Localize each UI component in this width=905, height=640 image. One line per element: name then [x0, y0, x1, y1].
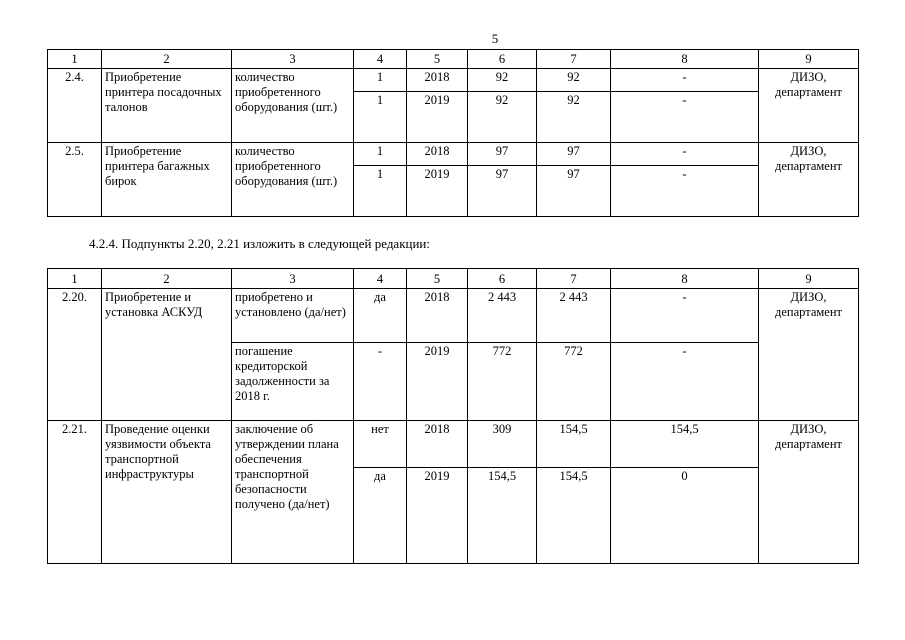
- item-responsible: ДИЗО, департамент: [759, 143, 859, 217]
- cell-col6: 97: [468, 143, 537, 166]
- cell-col6: 154,5: [468, 468, 537, 564]
- col-header: 3: [232, 50, 354, 69]
- cell-col8: -: [611, 69, 759, 92]
- col-header: 9: [759, 269, 859, 289]
- cell-year: 2019: [407, 92, 468, 143]
- cell-col4: да: [354, 289, 407, 343]
- cell-year: 2018: [407, 69, 468, 92]
- col-header: 7: [537, 269, 611, 289]
- item-indicator: заключение об утверждении плана обеспечения транспортной безопасности получено (да/нет): [232, 421, 354, 564]
- cell-col8: 154,5: [611, 421, 759, 468]
- item-number: 2.21.: [48, 421, 102, 564]
- cell-year: 2018: [407, 289, 468, 343]
- col-header: 4: [354, 50, 407, 69]
- cell-col4: 1: [354, 92, 407, 143]
- item-name: Приобретение принтера багажных бирок: [102, 143, 232, 217]
- cell-col6: 92: [468, 69, 537, 92]
- item-indicator: количество приобретенного оборудования (шт.): [232, 143, 354, 217]
- cell-col8: -: [611, 343, 759, 421]
- cell-col6: 309: [468, 421, 537, 468]
- item-name: Проведение оценки уязвимости объекта транспортной инфраструктуры: [102, 421, 232, 564]
- cell-col4: нет: [354, 421, 407, 468]
- cell-col7: 154,5: [537, 421, 611, 468]
- col-header: 3: [232, 269, 354, 289]
- cell-col6: 772: [468, 343, 537, 421]
- col-header: 9: [759, 50, 859, 69]
- cell-year: 2019: [407, 343, 468, 421]
- cell-col7: 92: [537, 69, 611, 92]
- cell-col7: 92: [537, 92, 611, 143]
- item-name: Приобретение принтера посадочных талонов: [102, 69, 232, 143]
- col-header: 7: [537, 50, 611, 69]
- item-indicator: количество приобретенного оборудования (шт.): [232, 69, 354, 143]
- item-responsible: ДИЗО, департамент: [759, 289, 859, 421]
- cell-col8: -: [611, 289, 759, 343]
- cell-col4: да: [354, 468, 407, 564]
- page-number: 5: [491, 31, 499, 46]
- col-header: 2: [102, 269, 232, 289]
- cell-col7: 2 443: [537, 289, 611, 343]
- cell-col4: -: [354, 343, 407, 421]
- item-responsible: ДИЗО, департамент: [759, 421, 859, 564]
- cell-col4: 1: [354, 69, 407, 92]
- table-header-row: [48, 269, 859, 289]
- col-header: 1: [48, 50, 102, 69]
- col-header: 1: [48, 269, 102, 289]
- item-number: 2.4.: [48, 69, 102, 143]
- col-header: 5: [407, 50, 468, 69]
- item-number: 2.20.: [48, 289, 102, 421]
- item-name: Приобретение и установка АСКУД: [102, 289, 232, 421]
- table-items-2-20-2-21: [47, 268, 859, 564]
- cell-col6: 97: [468, 166, 537, 217]
- cell-col8: -: [611, 143, 759, 166]
- col-header: 4: [354, 269, 407, 289]
- cell-col4: 1: [354, 143, 407, 166]
- paragraph-amendment: 4.2.4. Подпункты 2.20, 2.21 изложить в следующей редакции:: [89, 236, 430, 251]
- cell-year: 2019: [407, 468, 468, 564]
- table-row: [48, 289, 859, 343]
- col-header: 2: [102, 50, 232, 69]
- col-header: 6: [468, 50, 537, 69]
- cell-col8: 0: [611, 468, 759, 564]
- cell-col7: 772: [537, 343, 611, 421]
- cell-year: 2018: [407, 421, 468, 468]
- cell-col7: 97: [537, 143, 611, 166]
- item-responsible: ДИЗО, департамент: [759, 69, 859, 143]
- cell-col4: 1: [354, 166, 407, 217]
- cell-col6: 2 443: [468, 289, 537, 343]
- table-row: [48, 143, 859, 166]
- item-indicator: приобретено и установлено (да/нет): [232, 289, 354, 343]
- table-row: [48, 69, 859, 92]
- table-items-2-4-2-5: [47, 49, 859, 217]
- table-row: [48, 421, 859, 468]
- item-number: 2.5.: [48, 143, 102, 217]
- cell-year: 2019: [407, 166, 468, 217]
- col-header: 8: [611, 269, 759, 289]
- cell-col7: 97: [537, 166, 611, 217]
- cell-col7: 154,5: [537, 468, 611, 564]
- table-header-row: [48, 50, 859, 69]
- cell-col8: -: [611, 92, 759, 143]
- cell-year: 2018: [407, 143, 468, 166]
- item-indicator: погашение кредиторской задолженности за 2018 г.: [232, 343, 354, 421]
- col-header: 5: [407, 269, 468, 289]
- col-header: 8: [611, 50, 759, 69]
- cell-col6: 92: [468, 92, 537, 143]
- cell-col8: -: [611, 166, 759, 217]
- col-header: 6: [468, 269, 537, 289]
